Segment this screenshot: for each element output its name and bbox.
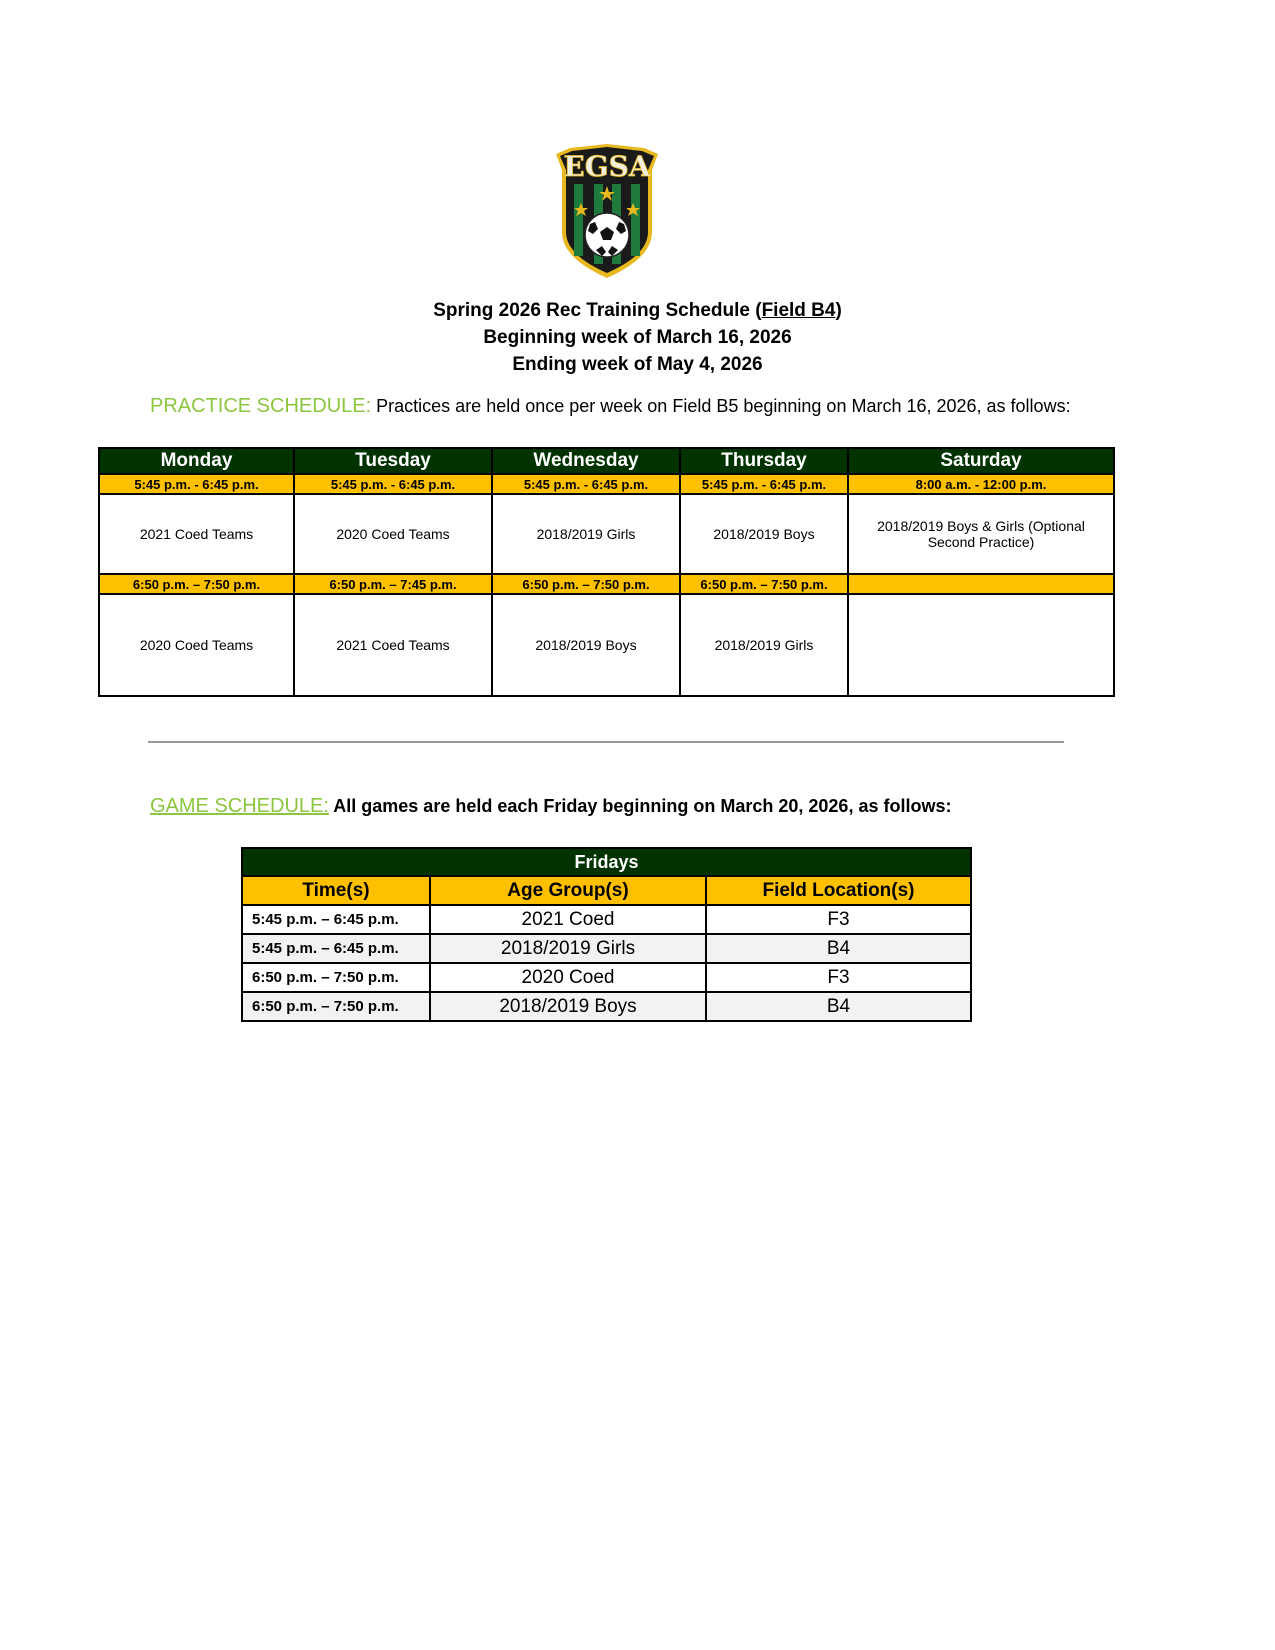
game-field: F3 xyxy=(706,963,971,992)
slot1-time-row xyxy=(99,474,1114,494)
slot-time: 8:00 a.m. - 12:00 p.m. xyxy=(848,474,1114,494)
game-time: 6:50 p.m. – 7:50 p.m. xyxy=(242,963,430,992)
slot-team: 2018/2019 Girls xyxy=(680,594,848,696)
fridays-header: Fridays xyxy=(242,848,971,876)
slot-time: 6:50 p.m. – 7:45 p.m. xyxy=(294,574,492,594)
day-monday: Monday xyxy=(99,448,294,474)
slot-team: 2018/2019 Boys & Girls (Optional Second Practice) xyxy=(848,494,1114,574)
horizontal-divider xyxy=(148,741,1064,743)
column-field-location: Field Location(s) xyxy=(706,876,971,905)
logo-text: EGSA xyxy=(563,150,651,183)
slot2-team-row xyxy=(99,594,1114,696)
slot-time: 6:50 p.m. – 7:50 p.m. xyxy=(680,574,848,594)
beginning-week: Beginning week of March 16, 2026 xyxy=(483,327,792,348)
slot-team: 2020 Coed Teams xyxy=(99,594,294,696)
game-intro xyxy=(150,795,951,818)
game-age-group: 2020 Coed xyxy=(430,963,706,992)
game-age-group: 2018/2019 Boys xyxy=(430,992,706,1021)
slot1-team-row xyxy=(99,494,1114,574)
day-wednesday: Wednesday xyxy=(492,448,680,474)
practice-schedule-table xyxy=(98,447,1115,697)
table-row xyxy=(242,934,971,963)
slot-team: 2018/2019 Boys xyxy=(680,494,848,574)
game-field: F3 xyxy=(706,905,971,934)
slot-team: 2021 Coed Teams xyxy=(294,594,492,696)
schedule-title: Spring 2026 Rec Training Schedule (Field B4) xyxy=(433,300,842,321)
column-age-group: Age Group(s) xyxy=(430,876,706,905)
document-title-block xyxy=(0,297,1275,378)
slot-team: 2018/2019 Boys xyxy=(492,594,680,696)
slot-time: 5:45 p.m. - 6:45 p.m. xyxy=(99,474,294,494)
day-thursday: Thursday xyxy=(680,448,848,474)
slot-team xyxy=(848,594,1114,696)
slot-time: 5:45 p.m. - 6:45 p.m. xyxy=(294,474,492,494)
game-time: 5:45 p.m. – 6:45 p.m. xyxy=(242,905,430,934)
game-schedule-table xyxy=(241,847,972,1022)
day-header-row xyxy=(99,448,1114,474)
slot-time: 5:45 p.m. - 6:45 p.m. xyxy=(492,474,680,494)
table-row xyxy=(242,992,971,1021)
slot2-time-row xyxy=(99,574,1114,594)
slot-team: 2021 Coed Teams xyxy=(99,494,294,574)
slot-time: 5:45 p.m. - 6:45 p.m. xyxy=(680,474,848,494)
game-schedule-label: GAME SCHEDULE: xyxy=(150,795,329,817)
practice-description: Practices are held once per week on Field B5 beginning on March 16, 2026, as follows: xyxy=(371,396,1071,416)
game-age-group: 2018/2019 Girls xyxy=(430,934,706,963)
game-time: 5:45 p.m. – 6:45 p.m. xyxy=(242,934,430,963)
game-time: 6:50 p.m. – 7:50 p.m. xyxy=(242,992,430,1021)
egsa-logo xyxy=(548,140,666,280)
practice-schedule-label: PRACTICE SCHEDULE: xyxy=(150,395,372,417)
day-saturday: Saturday xyxy=(848,448,1114,474)
practice-intro xyxy=(150,395,1071,418)
slot-team: 2020 Coed Teams xyxy=(294,494,492,574)
day-tuesday: Tuesday xyxy=(294,448,492,474)
slot-time xyxy=(848,574,1114,594)
column-time: Time(s) xyxy=(242,876,430,905)
game-description: All games are held each Friday beginning on March 20, 2026, as follows: xyxy=(328,796,952,816)
ending-week: Ending week of May 4, 2026 xyxy=(512,354,763,375)
game-field: B4 xyxy=(706,992,971,1021)
slot-time: 6:50 p.m. – 7:50 p.m. xyxy=(492,574,680,594)
table-row xyxy=(242,905,971,934)
game-age-group: 2021 Coed xyxy=(430,905,706,934)
slot-team: 2018/2019 Girls xyxy=(492,494,680,574)
game-field: B4 xyxy=(706,934,971,963)
table-row xyxy=(242,963,971,992)
column-header-row xyxy=(242,876,971,905)
slot-time: 6:50 p.m. – 7:50 p.m. xyxy=(99,574,294,594)
title-field-link: Field B4 xyxy=(761,300,836,321)
